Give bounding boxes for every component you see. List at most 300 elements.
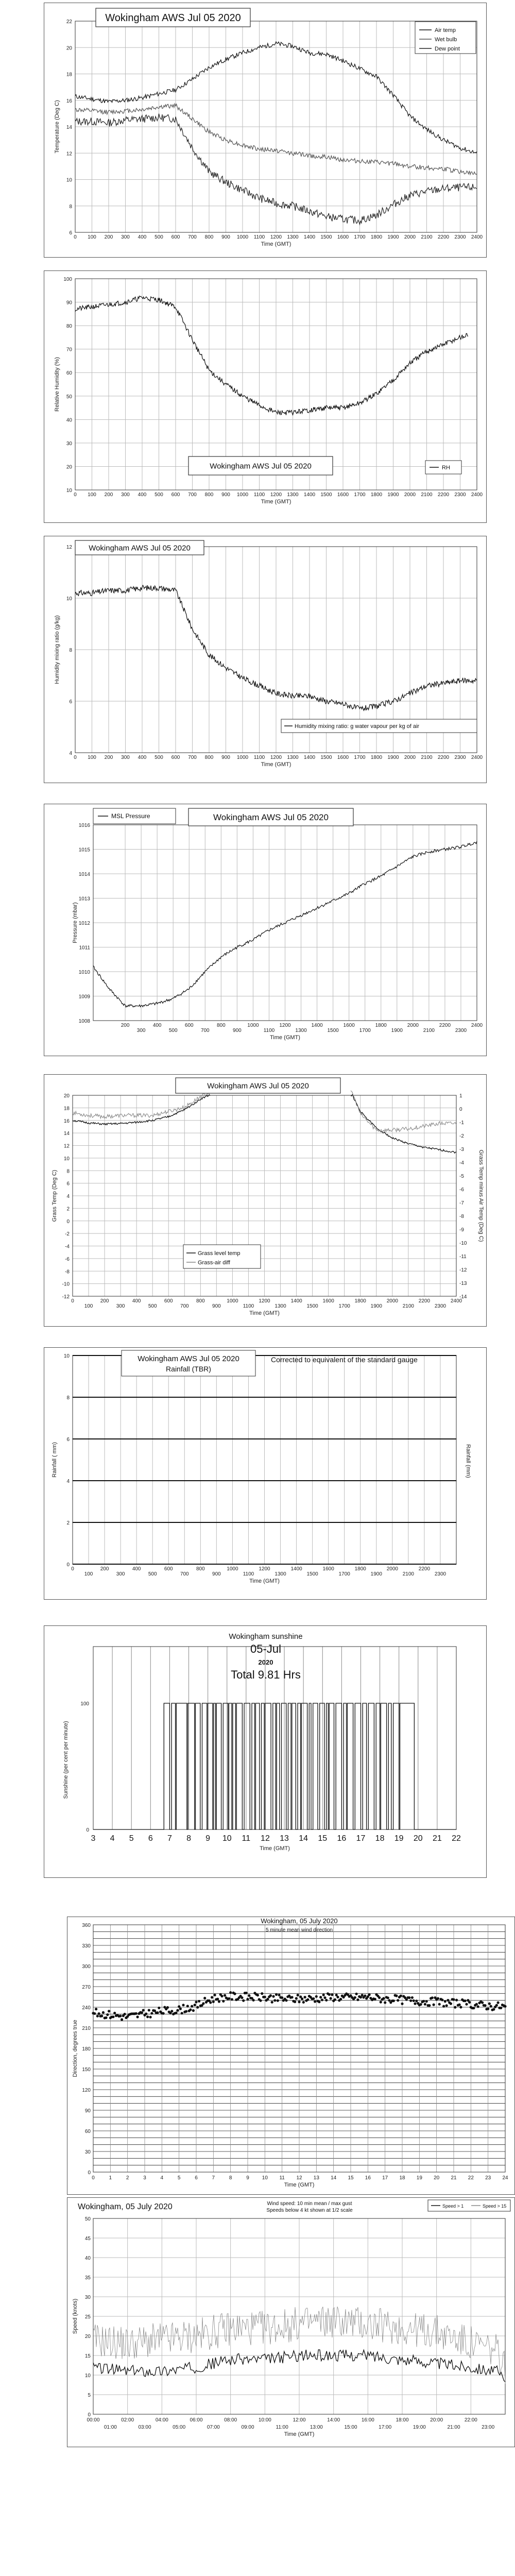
- direction-point: [185, 2010, 187, 2013]
- direction-point: [176, 2009, 179, 2012]
- direction-point: [336, 1996, 339, 1998]
- x-tick-label: 12: [261, 1834, 270, 1843]
- direction-point: [321, 1998, 323, 2001]
- chart-title: Wokingham sunshine: [229, 1632, 303, 1641]
- x-tick-label: 7: [212, 2175, 215, 2181]
- x-tick-label: 23: [485, 2175, 491, 2181]
- x-tick-label: 900: [221, 755, 230, 760]
- direction-point: [354, 1996, 356, 1999]
- direction-point: [148, 2009, 150, 2011]
- x-tick-label: 2100: [421, 234, 433, 240]
- x-tick-label: 16: [365, 2175, 371, 2181]
- y-axis-label: Speed (knots): [72, 2298, 78, 2334]
- direction-point: [400, 1994, 402, 1997]
- direction-point: [488, 2003, 491, 2005]
- x-tick-label: 5: [129, 1834, 134, 1843]
- direction-point: [442, 2005, 445, 2008]
- x-tick-label: 1700: [338, 1303, 350, 1309]
- x-tick-label: 22:00: [464, 2417, 477, 2423]
- x-tick-label: 1300: [274, 1571, 286, 1577]
- x-tick-label: 6: [148, 1834, 153, 1843]
- y2-tick-label: 1: [459, 1093, 462, 1099]
- x-tick-label: 400: [132, 1298, 141, 1304]
- y-axis-label: Temperature (Deg C): [54, 100, 60, 154]
- x-tick-label: 900: [212, 1303, 221, 1309]
- y2-tick-label: -2: [459, 1133, 464, 1139]
- x-tick-label: 12:00: [293, 2417, 306, 2423]
- x-tick-label: 700: [188, 234, 197, 240]
- y-tick-label: 40: [66, 417, 72, 423]
- x-tick-label: 1100: [263, 1028, 275, 1033]
- direction-point: [413, 1999, 415, 2002]
- direction-point: [220, 1995, 223, 1997]
- direction-point: [484, 2004, 487, 2007]
- direction-point: [136, 2015, 139, 2018]
- x-tick-label: 8: [186, 1834, 191, 1843]
- direction-point: [108, 2010, 110, 2012]
- y-tick-label: 12: [63, 1143, 70, 1149]
- direction-point: [96, 2015, 99, 2018]
- direction-point: [231, 1998, 233, 2001]
- y-tick-label: 60: [84, 2129, 91, 2134]
- x-tick-label: 17:00: [379, 2425, 392, 2430]
- chart-title: Wokingham, 05 July 2020: [78, 2202, 173, 2211]
- y-tick-label: 14: [66, 125, 72, 130]
- direction-point: [323, 1996, 326, 1999]
- y-tick-label: 4: [69, 751, 72, 756]
- direction-point: [472, 2007, 475, 2009]
- y-tick-label: 50: [66, 394, 72, 400]
- x-tick-label: 1200: [270, 234, 282, 240]
- direction-point: [142, 2009, 145, 2011]
- direction-point: [222, 2000, 225, 2003]
- x-tick-label: 21: [451, 2175, 457, 2181]
- direction-point: [182, 2004, 184, 2006]
- x-tick-label: 600: [164, 1566, 173, 1572]
- y-tick-label: 15: [84, 2353, 91, 2359]
- direction-point: [93, 2012, 96, 2015]
- direction-point: [312, 1997, 315, 2000]
- direction-point: [261, 1992, 263, 1995]
- y-tick-label: 20: [84, 2334, 91, 2340]
- x-tick-label: 04:00: [155, 2417, 168, 2423]
- direction-point: [216, 1998, 219, 2001]
- y2-tick-label: -8: [459, 1214, 464, 1219]
- y-tick-label: 8: [66, 1168, 70, 1175]
- x-tick-label: 5: [177, 2175, 181, 2181]
- x-tick-label: 200: [100, 1298, 109, 1304]
- x-tick-label: 2300: [454, 755, 466, 760]
- x-tick-label: 15:00: [344, 2425, 357, 2430]
- direction-point: [437, 1997, 439, 1999]
- y-tick-label: 150: [82, 2067, 91, 2073]
- x-tick-label: 1100: [253, 755, 265, 760]
- grass-temperature-chart: [44, 1074, 487, 1327]
- direction-point: [356, 1998, 359, 2001]
- x-tick-label: 200: [100, 1566, 109, 1572]
- wind-direction-chart: [67, 1917, 515, 2195]
- legend-label: Humidity mixing ratio: g water vapour per kg of air: [295, 723, 420, 730]
- x-tick-label: 800: [196, 1298, 205, 1304]
- y-tick-label: 1008: [78, 1019, 90, 1024]
- x-tick-label: 2200: [437, 492, 450, 498]
- x-axis-label: Time (GMT): [270, 1035, 300, 1041]
- x-tick-label: 2300: [434, 1571, 447, 1577]
- x-tick-label: 10: [262, 2175, 268, 2181]
- direction-point: [374, 1998, 376, 2001]
- x-tick-label: 1800: [370, 755, 383, 760]
- rainfall-chart: [44, 1347, 487, 1600]
- direction-point: [465, 2003, 468, 2006]
- y-tick-label: 12: [66, 545, 72, 550]
- direction-point: [156, 2011, 159, 2014]
- direction-point: [271, 2001, 273, 2004]
- x-tick-label: 500: [148, 1571, 157, 1577]
- direction-point: [186, 2005, 189, 2007]
- direction-point: [306, 1998, 309, 2001]
- x-tick-label: 1700: [354, 755, 366, 760]
- direction-point: [124, 2013, 126, 2015]
- x-tick-label: 19: [394, 1834, 404, 1843]
- x-tick-label: 9: [205, 1834, 211, 1843]
- x-tick-label: 06:00: [190, 2417, 203, 2423]
- x-tick-label: 10: [222, 1834, 232, 1843]
- y-axis-label: Relative Humidity (%): [54, 357, 60, 412]
- x-tick-label: 300: [121, 755, 130, 760]
- direction-point: [273, 1999, 276, 2002]
- x-tick-label: 2100: [402, 1571, 414, 1577]
- y-tick-label: 10: [66, 488, 72, 494]
- direction-point: [315, 1995, 318, 1998]
- x-tick-label: 2200: [418, 1566, 431, 1572]
- direction-point: [272, 1995, 274, 1997]
- x-tick-label: 800: [216, 1023, 226, 1028]
- y-tick-label: 60: [66, 370, 72, 377]
- x-tick-label: 03:00: [138, 2425, 151, 2430]
- y2-tick-label: -7: [459, 1200, 464, 1206]
- y-tick-label: 2: [66, 1206, 70, 1212]
- y-tick-label: 1013: [78, 896, 90, 902]
- y-tick-label: 180: [82, 2046, 91, 2052]
- y2-tick-label: 0: [459, 1107, 462, 1112]
- x-tick-label: 1400: [303, 234, 316, 240]
- direction-point: [112, 2015, 114, 2018]
- x-tick-label: 6: [195, 2175, 198, 2181]
- y2-tick-label: -14: [459, 1294, 467, 1300]
- x-tick-label: 0: [74, 492, 77, 498]
- y2-axis-label: Grass Temp minus Air Temp (Deg C): [478, 1149, 484, 1242]
- x-tick-label: 2000: [404, 755, 416, 760]
- direction-point: [149, 2016, 152, 2019]
- x-tick-label: 600: [184, 1023, 194, 1028]
- x-tick-label: 1300: [295, 1028, 307, 1033]
- direction-point: [98, 2012, 100, 2015]
- legend-label: Dew point: [435, 46, 460, 52]
- y-tick-label: 0: [88, 2170, 91, 2176]
- x-tick-label: 500: [168, 1028, 178, 1033]
- y-tick-label: 20: [66, 45, 72, 52]
- y-tick-label: 16: [66, 98, 72, 104]
- y-tick-label: 40: [84, 2256, 91, 2261]
- y-tick-label: 100: [80, 1701, 89, 1707]
- direction-point: [178, 2005, 180, 2008]
- direction-point: [218, 2000, 220, 2003]
- y-tick-label: 30: [84, 2295, 91, 2300]
- direction-point: [170, 2010, 173, 2012]
- direction-point: [487, 2008, 489, 2010]
- x-tick-label: 4: [160, 2175, 164, 2181]
- y-tick-label: 1016: [78, 823, 90, 828]
- x-tick-label: 2400: [450, 1298, 462, 1304]
- x-tick-label: 1100: [243, 1303, 254, 1309]
- x-tick-label: 1200: [259, 1566, 270, 1572]
- y-tick-label: 25: [84, 2314, 91, 2320]
- chart-title: Wokingham AWS Jul 05 2020: [207, 1081, 309, 1091]
- x-tick-label: 14:00: [327, 2417, 340, 2423]
- x-tick-label: 1300: [274, 1303, 286, 1309]
- legend-label: MSL Pressure: [111, 812, 150, 820]
- y-tick-label: -10: [62, 1281, 70, 1287]
- x-tick-label: 1200: [279, 1023, 291, 1028]
- x-tick-label: 0: [92, 2175, 95, 2181]
- direction-point: [203, 1997, 206, 1999]
- direction-point: [281, 1996, 283, 1999]
- x-tick-label: 18: [399, 2175, 405, 2181]
- direction-point: [209, 2001, 212, 2004]
- x-tick-label: 0: [71, 1566, 74, 1572]
- direction-point: [475, 2003, 478, 2006]
- x-tick-label: 1100: [253, 492, 265, 498]
- y2-tick-label: -11: [459, 1254, 467, 1260]
- direction-point: [459, 2006, 462, 2008]
- x-tick-label: 24: [502, 2175, 508, 2181]
- x-tick-label: 11: [279, 2175, 285, 2181]
- x-tick-label: 2300: [455, 1028, 467, 1033]
- direction-point: [392, 1999, 395, 2002]
- total-label: Total 9.81 Hrs: [231, 1668, 301, 1681]
- direction-point: [278, 1994, 281, 1996]
- x-tick-label: 2200: [437, 755, 450, 760]
- direction-point: [195, 2001, 197, 2003]
- x-tick-label: 1: [109, 2175, 112, 2181]
- direction-point: [444, 2000, 447, 2003]
- x-tick-label: 1700: [354, 492, 366, 498]
- x-tick-label: 200: [104, 492, 113, 498]
- direction-point: [242, 1999, 245, 2002]
- y-tick-label: 1010: [78, 970, 90, 975]
- x-tick-label: 1500: [306, 1571, 318, 1577]
- direction-point: [150, 2012, 153, 2014]
- x-tick-label: 4: [110, 1834, 115, 1843]
- x-tick-label: 07:00: [207, 2425, 220, 2430]
- direction-point: [464, 1999, 467, 2002]
- x-tick-label: 0: [74, 755, 77, 760]
- y-tick-label: 12: [66, 151, 72, 157]
- x-tick-label: 1000: [247, 1023, 259, 1028]
- x-tick-label: 1500: [306, 1303, 318, 1309]
- chart-title: Wokingham AWS Jul 05 2020: [138, 1354, 239, 1363]
- x-tick-label: 1400: [290, 1298, 302, 1304]
- x-tick-label: 900: [233, 1028, 242, 1033]
- x-tick-label: 1600: [337, 492, 349, 498]
- y-tick-label: 6: [66, 1181, 70, 1187]
- x-tick-label: 500: [154, 234, 163, 240]
- x-tick-label: 2200: [439, 1023, 451, 1028]
- x-tick-label: 700: [180, 1303, 189, 1309]
- x-tick-label: 2100: [421, 492, 433, 498]
- x-tick-label: 1200: [270, 755, 282, 760]
- x-tick-label: 1000: [236, 492, 249, 498]
- x-tick-label: 1900: [387, 234, 399, 240]
- x-tick-label: 1000: [236, 755, 249, 760]
- y-tick-label: 1014: [78, 872, 90, 877]
- x-tick-label: 2300: [434, 1303, 447, 1309]
- x-tick-label: 17: [382, 2175, 388, 2181]
- direction-point: [422, 2000, 425, 2003]
- x-tick-label: 21:00: [447, 2425, 460, 2430]
- direction-point: [229, 1991, 232, 1994]
- direction-point: [319, 1996, 322, 1998]
- x-tick-label: 1600: [322, 1298, 334, 1304]
- y-tick-label: 300: [82, 1964, 91, 1970]
- y-tick-label: 4: [66, 1194, 70, 1199]
- x-tick-label: 19: [416, 2175, 422, 2181]
- x-tick-label: 20: [434, 2175, 440, 2181]
- y-tick-label: 70: [66, 347, 72, 353]
- sunshine-chart: [44, 1625, 487, 1878]
- x-tick-label: 1900: [370, 1571, 382, 1577]
- direction-point: [304, 1996, 306, 1998]
- x-tick-label: 7: [167, 1834, 172, 1843]
- y-tick-label: 90: [84, 2108, 91, 2114]
- x-tick-label: 500: [154, 492, 163, 498]
- direction-point: [331, 1993, 333, 1996]
- direction-point: [301, 1997, 303, 2000]
- x-tick-label: 1000: [236, 234, 249, 240]
- x-tick-label: 21: [432, 1834, 442, 1843]
- x-tick-label: 400: [132, 1566, 141, 1572]
- x-axis-label: Time (GMT): [260, 1845, 290, 1852]
- direction-point: [481, 2001, 484, 2004]
- y-tick-label: 1011: [79, 945, 90, 951]
- x-tick-label: 12: [296, 2175, 302, 2181]
- x-tick-label: 13: [313, 2175, 319, 2181]
- x-tick-label: 1400: [290, 1566, 302, 1572]
- chart-subtitle: Rainfall (TBR): [166, 1365, 211, 1373]
- x-tick-label: 1000: [227, 1298, 238, 1304]
- x-tick-label: 1800: [354, 1298, 366, 1304]
- direction-point: [191, 2005, 193, 2008]
- x-tick-label: 2100: [402, 1303, 414, 1309]
- direction-point: [302, 2001, 305, 2004]
- direction-point: [295, 1997, 298, 1999]
- x-tick-label: 05:00: [173, 2425, 186, 2430]
- direction-point: [264, 1996, 266, 1998]
- x-tick-label: 500: [148, 1303, 157, 1309]
- direction-point: [477, 2005, 479, 2008]
- x-tick-label: 2400: [471, 1023, 483, 1028]
- y2-tick-label: -9: [459, 1227, 464, 1233]
- direction-point: [196, 2006, 199, 2009]
- direction-point: [395, 1994, 398, 1997]
- y-tick-label: 100: [63, 277, 72, 282]
- y-tick-label: 270: [82, 1985, 91, 1990]
- legend-label: Wet bulb: [435, 37, 457, 43]
- wind-speed-chart: [67, 2197, 515, 2447]
- chart-title: Wokingham AWS Jul 05 2020: [105, 12, 241, 24]
- y-tick-label: 330: [82, 1943, 91, 1949]
- y2-tick-label: -4: [459, 1160, 464, 1166]
- direction-point: [428, 2004, 431, 2007]
- x-tick-label: 900: [221, 492, 230, 498]
- direction-point: [314, 2000, 316, 2003]
- direction-point: [102, 2011, 105, 2014]
- direction-point: [245, 1992, 248, 1994]
- y-tick-label: 8: [69, 648, 72, 653]
- year-label: 2020: [258, 1658, 273, 1666]
- direction-point: [162, 2012, 165, 2014]
- direction-point: [119, 2014, 122, 2017]
- y-tick-label: 0: [66, 1218, 70, 1225]
- direction-point: [224, 1994, 226, 1996]
- y-tick-label: 240: [82, 2005, 91, 2011]
- x-tick-label: 300: [116, 1303, 125, 1309]
- y-axis-label: Rainfall ( mm): [52, 1442, 58, 1478]
- x-tick-label: 1300: [287, 234, 299, 240]
- x-tick-label: 23:00: [482, 2425, 495, 2430]
- x-tick-label: 1000: [227, 1566, 238, 1572]
- x-tick-label: 400: [138, 755, 147, 760]
- y-tick-label: 120: [82, 2088, 91, 2093]
- x-tick-label: 2200: [418, 1298, 431, 1304]
- direction-point: [214, 1994, 216, 1996]
- x-tick-label: 100: [84, 1571, 93, 1577]
- y-tick-label: 80: [66, 324, 72, 330]
- direction-point: [425, 2000, 428, 2003]
- x-tick-label: 2000: [404, 492, 416, 498]
- direction-point: [368, 1993, 371, 1996]
- x-tick-label: 1500: [320, 755, 332, 760]
- y-tick-label: 0: [66, 1562, 70, 1568]
- direction-point: [233, 1992, 236, 1995]
- x-tick-label: 2000: [386, 1298, 398, 1304]
- y-tick-label: 35: [84, 2275, 91, 2281]
- direction-point: [106, 2013, 109, 2016]
- direction-point: [468, 2001, 471, 2004]
- direction-point: [328, 1993, 331, 1996]
- x-axis-label: Time (GMT): [249, 1578, 280, 1584]
- y-tick-label: 4: [66, 1479, 70, 1484]
- direction-point: [297, 1994, 299, 1996]
- y-tick-label: 6: [69, 699, 72, 705]
- y-tick-label: 10: [84, 2373, 91, 2379]
- direction-point: [330, 1997, 332, 1999]
- chart-subtitle: 05-Jul: [250, 1642, 281, 1655]
- x-tick-label: 300: [136, 1028, 146, 1033]
- direction-point: [378, 1996, 381, 1999]
- x-tick-label: 2000: [386, 1566, 398, 1572]
- y2-tick-label: -5: [459, 1174, 464, 1179]
- direction-point: [411, 1996, 414, 1999]
- x-tick-label: 2100: [421, 755, 433, 760]
- pressure-chart: [44, 804, 487, 1056]
- y-tick-label: 20: [66, 464, 72, 470]
- x-tick-label: 1400: [303, 755, 316, 760]
- x-tick-label: 1300: [287, 492, 299, 498]
- x-tick-label: 700: [188, 492, 197, 498]
- direction-point: [228, 1997, 230, 2000]
- x-tick-label: 20:00: [430, 2417, 443, 2423]
